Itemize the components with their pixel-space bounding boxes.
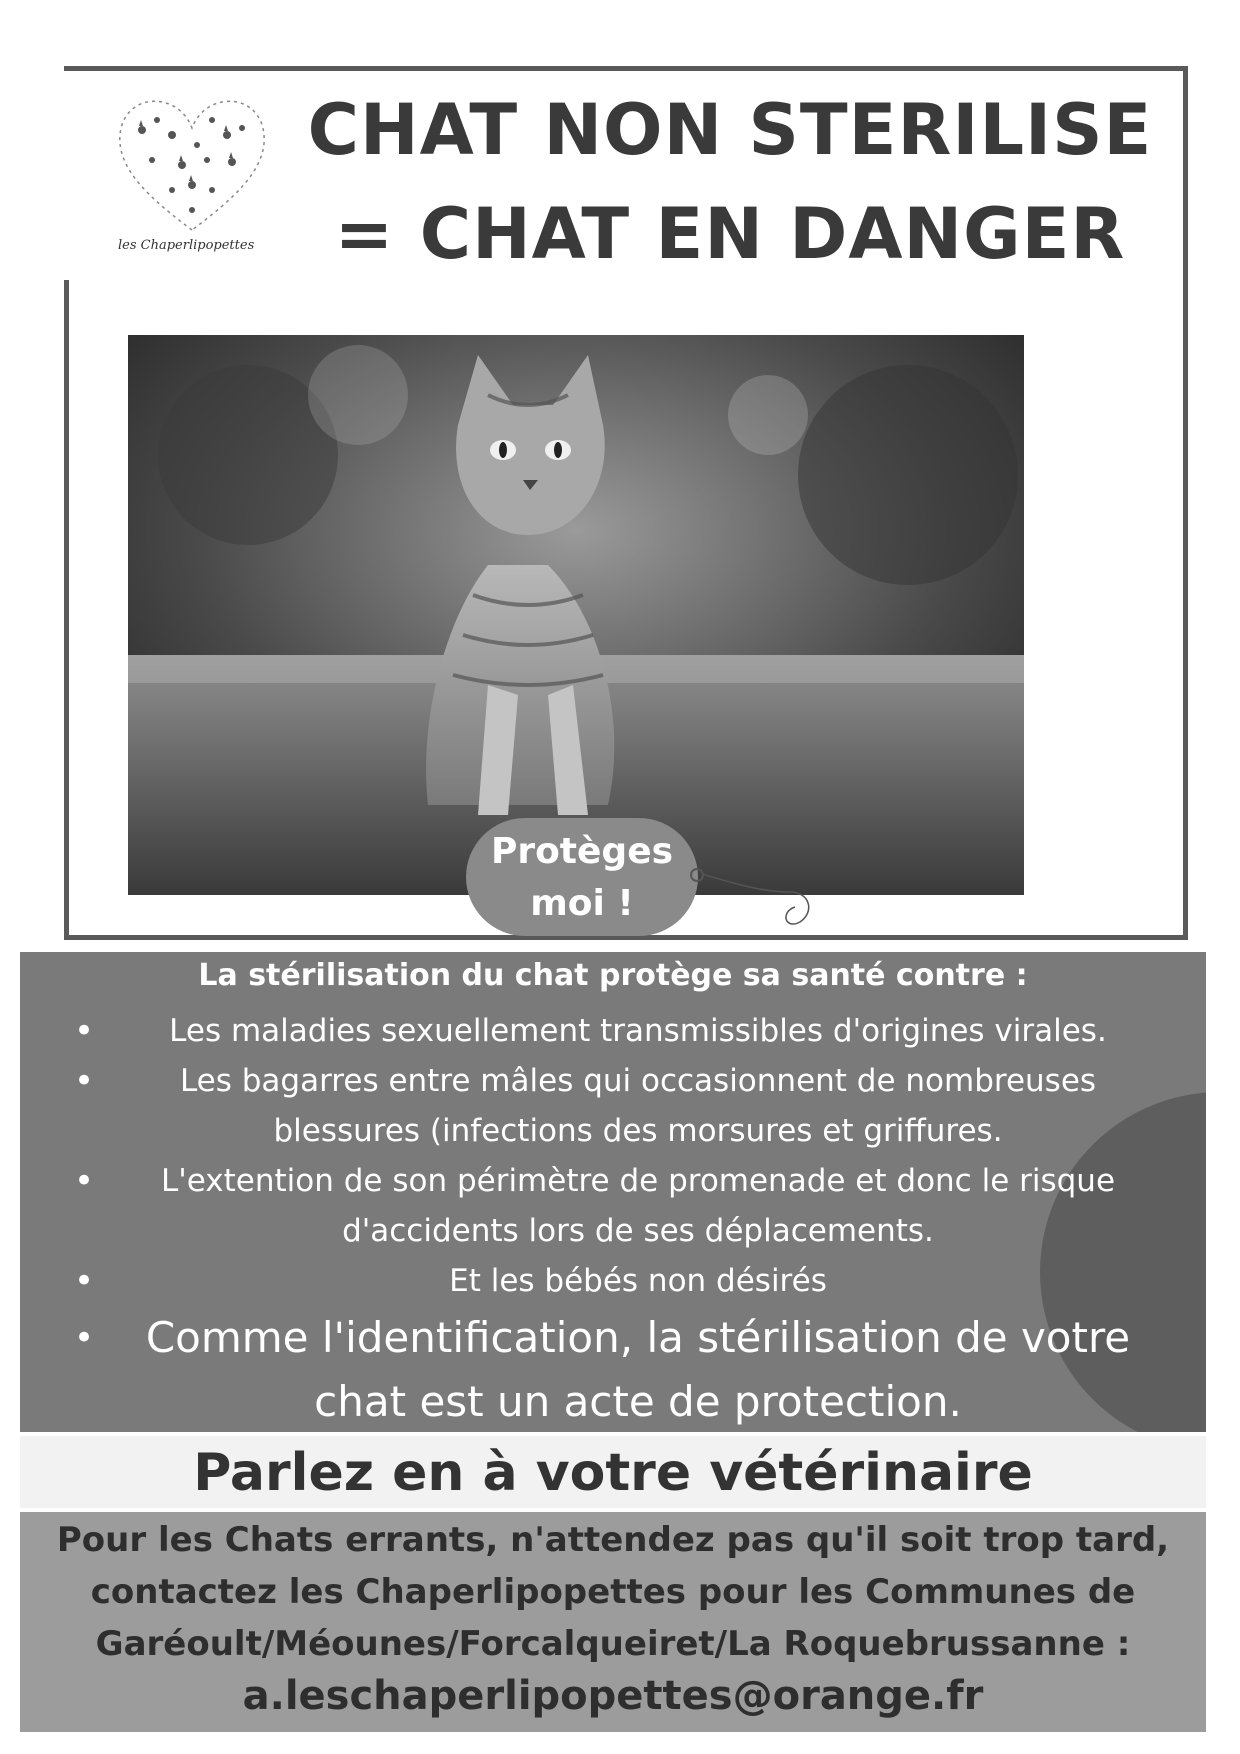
top-frame-left-edge — [64, 280, 69, 940]
title-line-2: = CHAT EN DANGER — [334, 193, 1126, 275]
contact-line-3: Garéoult/Méounes/Forcalqueiret/La Roquebrussanne : — [95, 1624, 1131, 1664]
badge-line-1: Protèges — [490, 831, 674, 872]
cat-photo — [128, 335, 1024, 895]
info-list — [20, 1006, 1206, 1432]
contact-line-2: contactez les Chaperlipopettes pour les Communes de — [90, 1572, 1136, 1612]
contact-section — [20, 1512, 1206, 1732]
sterilisation-info-section — [20, 952, 1206, 1432]
list-item: • Comme l'identification, la stérilisation de votre chat est un acte de protection. — [74, 1313, 1131, 1426]
tag-string-icon — [700, 872, 820, 932]
heart-of-cats-icon — [112, 90, 272, 260]
list-item: • L'extention de son périmètre de promenade et donc le risque d'accidents lors de ses déplacements. — [74, 1161, 1116, 1249]
info-heading: La stérilisation du chat protège sa santé contre : — [198, 958, 1028, 993]
badge-line-2: moi ! — [530, 883, 634, 924]
page-title — [290, 78, 1170, 286]
list-item: • Et les bébés non désirés — [74, 1261, 827, 1301]
vet-callout: Parlez en à votre vétérinaire — [20, 1436, 1206, 1508]
contact-email: a.leschaperlipopettes@orange.fr — [242, 1673, 984, 1719]
list-item: • Les maladies sexuellement transmissibles d'origines virales. — [74, 1011, 1107, 1051]
title-line-1: CHAT NON STERILISE — [307, 89, 1153, 171]
list-item: • Les bagarres entre mâles qui occasionnent de nombreuses blessures (infections des morsures et griffures. — [74, 1061, 1097, 1149]
protect-me-badge — [466, 818, 698, 936]
logo-caption: les Chaperlipopettes — [118, 238, 255, 253]
contact-line-1: Pour les Chats errants, n'attendez pas qu'il soit trop tard, — [56, 1520, 1170, 1560]
